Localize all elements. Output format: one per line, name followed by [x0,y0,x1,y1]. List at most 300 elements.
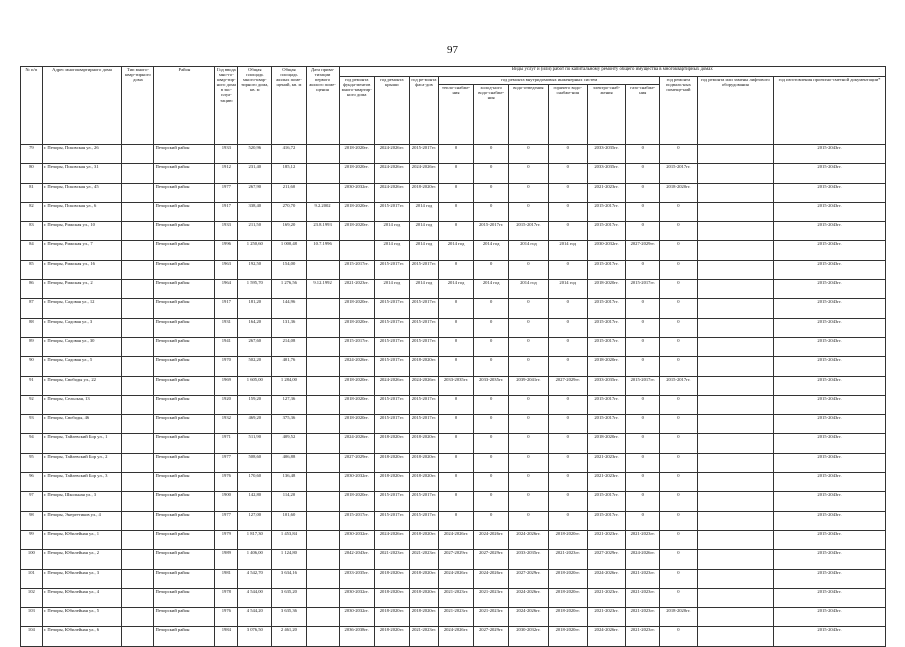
cell-type [122,511,154,530]
table-row [21,569,886,588]
cell-base: 0 [660,222,697,241]
cell-gas: 0 [626,318,660,337]
cell-gas: 0 [626,453,660,472]
cell-no: 101 [21,569,43,588]
cell-type [122,337,154,356]
header-privatization-date: Дата прива-тизации первого жилого поме-щения [306,67,339,145]
cell-roof: 2018-2020гг. [374,588,409,607]
cell-roof: 2015-2017гг. [374,511,409,530]
cell-elec: 2021-2023гг. [587,608,625,627]
cell-docs: 2015-2043гг. [774,183,886,202]
cell-found: 2021-2023гг. [339,280,374,299]
cell-no: 88 [21,318,43,337]
cell-no: 104 [21,627,43,646]
cell-no: 82 [21,202,43,221]
cell-cold: 2027-2029гг. [474,550,509,569]
cell-living: 401,76 [272,357,306,376]
cell-living: 270,70 [272,202,306,221]
cell-total: 1 817,30 [238,530,272,549]
cell-total: 192,50 [238,260,272,279]
cell-no: 92 [21,395,43,414]
cell-address: г. Печоры, Юбилейная ул., 3 [42,569,122,588]
cell-heat: 0 [438,492,473,511]
cell-hot: 0 [548,164,587,183]
cell-living: 2 461,20 [272,627,306,646]
cell-elec: 2015-2017гг. [587,318,625,337]
cell-gas: 0 [626,434,660,453]
cell-lift [697,202,774,221]
cell-elec: 2015-2017гг. [587,260,625,279]
cell-hot: 2027-2029гг. [548,376,587,395]
cell-total: 231,40 [238,164,272,183]
cell-district: Печорский район [154,608,215,627]
cell-facade: 2018-2020гг. [409,530,438,549]
cell-total: 520,96 [238,145,272,164]
cell-address: г. Печоры, Тайлевский Бор ул., 3 [42,473,122,492]
cell-cold: 2024-2026гг. [474,530,509,549]
cell-facade: 2015-2017гг. [409,299,438,318]
cell-facade: 2015-2017гг. [409,415,438,434]
header-year-built: Год ввода мно-го-квар-тир-ного дома в экс-плуа-тацию [215,67,238,145]
cell-living: 406,88 [272,453,306,472]
cell-facade: 2018-2020гг. [409,434,438,453]
cell-heat: 2024-2026гг. [438,530,473,549]
cell-gas: 0 [626,473,660,492]
cell-district: Печорский район [154,318,215,337]
cell-year: 1981 [215,569,238,588]
table-row [21,453,886,472]
cell-total: 159,20 [238,395,272,414]
cell-facade: 2018-2020гг. [409,183,438,202]
cell-roof: 2015-2017гг. [374,299,409,318]
cell-drain: 0 [509,511,548,530]
header-facade: год ре-монта фаса-дов [409,77,438,145]
cell-address: г. Печоры, Рижская ул., 16 [42,260,122,279]
cell-docs: 2015-2043гг. [774,376,886,395]
cell-total: 4 544,00 [238,588,272,607]
header-cold-water: холод-ного водо-снабже-ния [474,85,509,145]
cell-found: 2018-2020гг. [339,395,374,414]
cell-drain: 0 [509,357,548,376]
cell-no: 99 [21,530,43,549]
cell-gas: 0 [626,222,660,241]
cell-gas: 0 [626,337,660,356]
cell-docs: 2015-2043гг. [774,164,886,183]
cell-heat: 0 [438,145,473,164]
cell-cold: 2021-2023гг. [474,588,509,607]
cell-type [122,608,154,627]
cell-found: 2042-2043гг. [339,550,374,569]
cell-facade: 2018-2020гг. [409,608,438,627]
cell-district: Печорский район [154,530,215,549]
cell-cold: 0 [474,473,509,492]
cell-roof: 2015-2017гг. [374,415,409,434]
cell-drain: 2039-2041гг. [509,376,548,395]
cell-year: 1989 [215,550,238,569]
cell-drain: 0 [509,415,548,434]
cell-total: 4 542,70 [238,569,272,588]
cell-year: 1941 [215,337,238,356]
cell-type [122,415,154,434]
cell-date [306,376,339,395]
cell-total: 211,50 [238,222,272,241]
cell-docs: 2015-2043гг. [774,415,886,434]
cell-total: 1 595,70 [238,280,272,299]
cell-living: 1 284,00 [272,376,306,395]
cell-total: 338,40 [238,202,272,221]
cell-total: 1 250,60 [238,241,272,260]
cell-elec: 2033-2035гг. [587,376,625,395]
cell-roof: 2024-2026гг. [374,376,409,395]
cell-gas: 2021-2023гг. [626,569,660,588]
cell-living: 169,20 [272,222,306,241]
cell-facade: 2015-2017гг. [409,145,438,164]
cell-year: 1996 [215,241,238,260]
cell-roof: 2024-2026гг. [374,164,409,183]
cell-district: Печорский район [154,415,215,434]
header-address: Адрес многоквартирного дома [42,67,122,145]
cell-gas: 0 [626,183,660,202]
cell-date [306,530,339,549]
cell-address: г. Печоры, Энергетиков ул., 4 [42,511,122,530]
cell-roof: 2018-2020гг. [374,569,409,588]
cell-found: 2018-2020гг. [339,492,374,511]
header-district: Район [154,67,215,145]
cell-date [306,260,339,279]
table-row [21,434,886,453]
cell-elec: 2021-2023гг. [587,530,625,549]
cell-year: 1971 [215,434,238,453]
cell-facade: 2015-2017гг. [409,260,438,279]
cell-year: 1964 [215,280,238,299]
table-row [21,376,886,395]
table-row [21,530,886,549]
cell-date [306,608,339,627]
cell-type [122,569,154,588]
cell-docs: 2015-2043гг. [774,299,886,318]
cell-address: г. Печоры, Псковская ул., 6 [42,202,122,221]
cell-found: 2030-2032гг. [339,608,374,627]
cell-facade: 2018-2020гг. [409,357,438,376]
cell-date [306,318,339,337]
cell-drain: 2024-2026гг. [509,608,548,627]
cell-no: 95 [21,453,43,472]
cell-found: 2018-2020гг. [339,318,374,337]
cell-living: 409,52 [272,434,306,453]
cell-date [306,492,339,511]
cell-type [122,588,154,607]
cell-total: 511,90 [238,434,272,453]
cell-district: Печорский район [154,280,215,299]
cell-no: 81 [21,183,43,202]
cell-base: 0 [660,202,697,221]
cell-district: Печорский район [154,145,215,164]
cell-year: 1977 [215,183,238,202]
table-row [21,588,886,607]
cell-lift [697,492,774,511]
table-row [21,415,886,434]
cell-hot: 0 [548,183,587,202]
cell-roof: 2014 год [374,280,409,299]
cell-found: 2024-2026гг. [339,434,374,453]
cell-roof: 2024-2026гг. [374,183,409,202]
cell-base: 0 [660,530,697,549]
cell-found: 2018-2020гг. [339,299,374,318]
table-row [21,608,886,627]
cell-district: Печорский район [154,511,215,530]
cell-base: 2015-2017гг. [660,376,697,395]
cell-cold: 0 [474,299,509,318]
cell-facade: 2021-2023гг. [409,627,438,646]
cell-drain: 2024-2026гг. [509,530,548,549]
cell-heat: 0 [438,434,473,453]
cell-address: г. Печоры, Юбилейная ул., 5 [42,608,122,627]
cell-roof: 2018-2020гг. [374,473,409,492]
cell-lift [697,164,774,183]
header-total-area: Общая площадь много-квар-тирного дома, кв. м [238,67,272,145]
cell-elec: 2015-2017гг. [587,202,625,221]
cell-docs: 2015-2043гг. [774,434,886,453]
cell-drain: 2014 год [509,280,548,299]
cell-cold: 2021-2023гг. [474,608,509,627]
cell-no: 102 [21,588,43,607]
cell-total: 267,60 [238,337,272,356]
cell-year: 1931 [215,318,238,337]
cell-found: 2018-2020гг. [339,415,374,434]
cell-gas: 2021-2023гг. [626,627,660,646]
cell-address: г. Печоры, Садовая ул., 5 [42,357,122,376]
cell-elec: 2018-2020гг. [587,280,625,299]
cell-heat: 0 [438,164,473,183]
cell-district: Печорский район [154,376,215,395]
cell-year: 1977 [215,453,238,472]
cell-cold: 2024-2026гг. [474,569,509,588]
cell-heat: 2024-2026гг. [438,627,473,646]
cell-lift [697,337,774,356]
cell-cold: 0 [474,318,509,337]
cell-lift [697,395,774,414]
cell-facade: 2018-2020гг. [409,473,438,492]
cell-hot: 0 [548,145,587,164]
cell-address: г. Печоры, Рижская ул., 10 [42,222,122,241]
cell-hot: 0 [548,202,587,221]
cell-lift [697,550,774,569]
cell-cold: 2033-2035гг. [474,376,509,395]
table-row [21,357,886,376]
cell-type [122,530,154,549]
cell-facade: 2015-2017гг. [409,492,438,511]
cell-address: г. Печоры, Юбилейная ул., 4 [42,588,122,607]
table-body [21,145,886,647]
cell-found: 2030-2032гг. [339,183,374,202]
header-works-group: Виды услуг и (или) работ по капитальному ремонту общего имущества в многоквартирных домах [339,67,885,77]
cell-type [122,492,154,511]
cell-year: 1969 [215,376,238,395]
cell-lift [697,241,774,260]
cell-hot: 2018-2020гг. [548,588,587,607]
cell-base: 0 [660,627,697,646]
cell-elec: 2015-2017гг. [587,299,625,318]
cell-year: 1933 [215,222,238,241]
cell-drain: 0 [509,183,548,202]
cell-heat: 2014 год [438,280,473,299]
cell-gas: 2021-2023гг. [626,608,660,627]
cell-base: 0 [660,337,697,356]
cell-drain: 0 [509,492,548,511]
cell-type [122,453,154,472]
header-internal-systems: год ремонта внутридомовых инженерных систем [438,77,659,85]
cell-docs: 2015-2043гг. [774,241,886,260]
cell-total: 4 544,20 [238,608,272,627]
cell-hot: 2018-2020гг. [548,627,587,646]
cell-base: 0 [660,280,697,299]
cell-heat: 2027-2029гг. [438,550,473,569]
capital-repair-table [20,66,886,647]
cell-no: 84 [21,241,43,260]
cell-facade: 2014 год [409,241,438,260]
cell-type [122,627,154,646]
cell-date: 10.7.1996 [306,241,339,260]
cell-lift [697,299,774,318]
cell-year: 1917 [215,299,238,318]
cell-address: г. Печоры, Юбилейная ул., 6 [42,627,122,646]
cell-base: 0 [660,318,697,337]
cell-roof: 2015-2017гг. [374,260,409,279]
cell-drain: 0 [509,395,548,414]
cell-base: 0 [660,453,697,472]
cell-base: 2018-2020гг. [660,608,697,627]
cell-heat: 0 [438,183,473,202]
cell-district: Печорский район [154,299,215,318]
cell-type [122,280,154,299]
cell-living: 114,20 [272,492,306,511]
cell-type [122,145,154,164]
cell-date [306,588,339,607]
cell-district: Печорский район [154,164,215,183]
cell-gas: 2024-2026гг. [626,550,660,569]
table-row [21,627,886,646]
cell-type [122,299,154,318]
cell-address: г. Печоры, Свободы, 46 [42,415,122,434]
cell-district: Печорский район [154,569,215,588]
cell-lift [697,376,774,395]
cell-date: 9.12.1992 [306,280,339,299]
cell-drain: 2014 год [509,241,548,260]
cell-hot: 0 [548,511,587,530]
cell-type [122,202,154,221]
cell-lift [697,357,774,376]
cell-address: г. Печоры, Псковская ул., 31 [42,164,122,183]
cell-heat: 2033-2035гг. [438,376,473,395]
cell-address: г. Печоры, Рижская ул., 2 [42,280,122,299]
cell-docs: 2015-2043гг. [774,260,886,279]
cell-roof: 2021-2023гг. [374,550,409,569]
table-row [21,550,886,569]
cell-heat: 0 [438,222,473,241]
cell-docs: 2015-2043гг. [774,453,886,472]
cell-lift [697,453,774,472]
table-row [21,337,886,356]
cell-no: 79 [21,145,43,164]
cell-drain: 0 [509,145,548,164]
cell-elec: 2015-2017гг. [587,337,625,356]
cell-date: 23.8.1993 [306,222,339,241]
cell-drain: 2027-2029гг. [509,569,548,588]
cell-total: 3 076,50 [238,627,272,646]
cell-drain: 2033-2035гг. [509,550,548,569]
table-row [21,395,886,414]
cell-elec: 2033-2035гг. [587,145,625,164]
cell-elec: 2015-2017гг. [587,492,625,511]
cell-living: 416,72 [272,145,306,164]
cell-found: 2018-2020гг. [339,376,374,395]
cell-elec: 2015-2017гг. [587,415,625,434]
cell-facade: 2024-2026гг. [409,376,438,395]
cell-facade: 2018-2020гг. [409,569,438,588]
cell-roof: 2015-2017гг. [374,337,409,356]
cell-type [122,473,154,492]
cell-found: 2030-2032гг. [339,588,374,607]
cell-base: 0 [660,415,697,434]
cell-base: 2018-2020гг. [660,183,697,202]
cell-total: 502,20 [238,357,272,376]
cell-heat: 0 [438,337,473,356]
cell-gas: 0 [626,164,660,183]
cell-total: 127,00 [238,511,272,530]
header-hot-water: горячего водо-снабже-ния [548,85,587,145]
cell-lift [697,222,774,241]
cell-elec: 2021-2023гг. [587,453,625,472]
cell-facade: 2015-2017гг. [409,511,438,530]
cell-total: 1 605,00 [238,376,272,395]
cell-address: г. Печоры, Садовая ул., 12 [42,299,122,318]
cell-address: г. Печоры, Псковская ул., 26 [42,145,122,164]
cell-cold: 0 [474,357,509,376]
cell-drain: 0 [509,318,548,337]
cell-drain: 0 [509,337,548,356]
cell-heat: 0 [438,357,473,376]
cell-hot: 0 [548,492,587,511]
cell-gas: 0 [626,492,660,511]
cell-heat: 2021-2023гг. [438,608,473,627]
cell-facade: 2018-2020гг. [409,588,438,607]
cell-year: 1977 [215,511,238,530]
cell-elec: 2024-2026гг. [587,569,625,588]
cell-docs: 2015-2043гг. [774,202,886,221]
cell-gas: 2015-2017гг. [626,376,660,395]
cell-no: 93 [21,415,43,434]
cell-lift [697,318,774,337]
cell-hot: 2014 год [548,280,587,299]
cell-cold: 2014 год [474,241,509,260]
cell-base: 2015-2017гг. [660,164,697,183]
cell-hot: 0 [548,434,587,453]
cell-no: 83 [21,222,43,241]
cell-lift [697,415,774,434]
cell-total: 170,60 [238,473,272,492]
cell-type [122,434,154,453]
cell-docs: 2015-2043гг. [774,530,886,549]
cell-living: 1 453,84 [272,530,306,549]
cell-year: 1917 [215,202,238,221]
cell-lift [697,145,774,164]
cell-found: 2024-2026гг. [339,357,374,376]
cell-found: 2030-2032гг. [339,530,374,549]
cell-lift [697,569,774,588]
cell-date [306,511,339,530]
cell-address: г. Печоры, Сельская, 13 [42,395,122,414]
cell-district: Печорский район [154,241,215,260]
